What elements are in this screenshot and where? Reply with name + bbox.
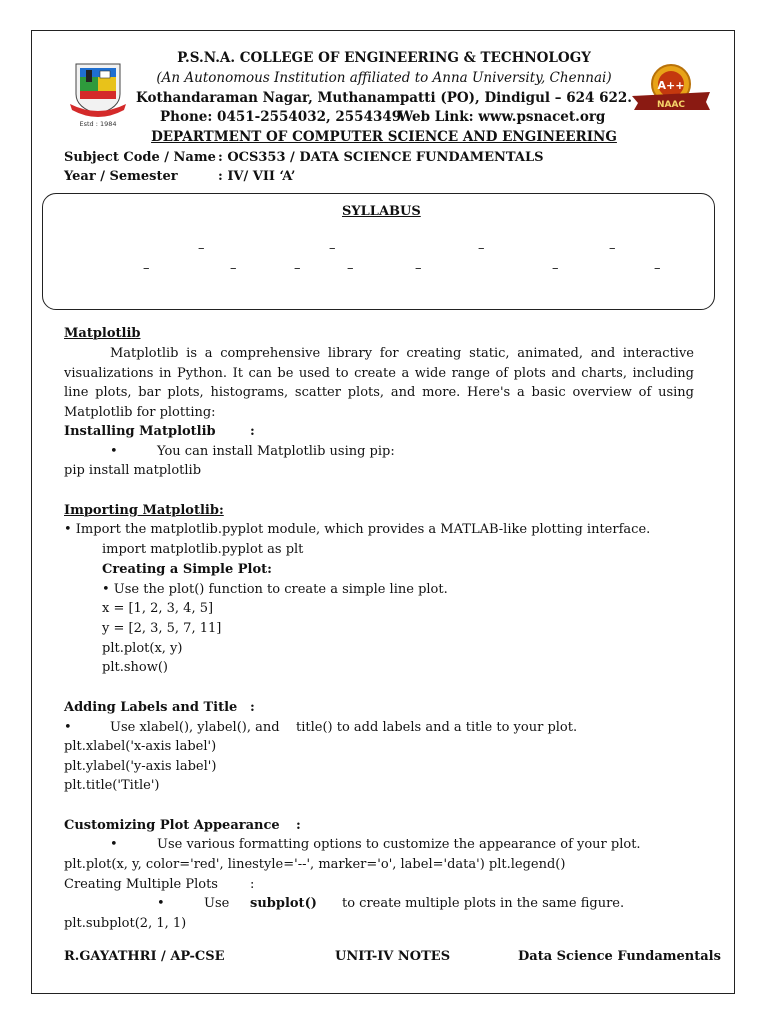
code-line-xlabel: plt.xlabel('x-axis label')	[64, 739, 217, 754]
footer-unit: UNIT-IV NOTES	[335, 949, 451, 964]
code-line-title: plt.title('Title')	[64, 778, 160, 793]
footer-course: Data Science Fundamentals	[518, 949, 721, 964]
code-line-plot: plt.plot(x, y)	[102, 641, 183, 656]
college-affiliation: (An Autonomous Institution affiliated to Anna University, Chennai)	[156, 70, 612, 86]
importing-heading: Importing Matplotlib:	[64, 503, 224, 518]
bullet-icon: •	[110, 444, 118, 459]
naac-text: NAAC	[656, 100, 686, 110]
multiple-plots-colon: :	[250, 877, 255, 892]
bullet-icon: •	[157, 896, 165, 911]
syllabus-title: SYLLABUS	[342, 204, 421, 219]
syllabus-dash: –	[347, 261, 354, 276]
year-value: : IV/ VII ‘A’	[218, 169, 296, 184]
bullet-icon: •	[64, 720, 72, 735]
footer-author: R.GAYATHRI / AP-CSE	[64, 949, 225, 964]
college-address: Kothandaraman Nagar, Muthanampatti (PO), Dindigul – 624 622.	[136, 90, 632, 106]
code-line-x: x = [1, 2, 3, 4, 5]	[102, 601, 214, 616]
naac-grade-text: A++	[657, 79, 685, 92]
code-line-ylabel: plt.ylabel('y-axis label')	[64, 759, 217, 774]
multiple-rest-text: to create multiple plots in the same figure.	[342, 896, 625, 911]
labels-colon: :	[250, 700, 255, 715]
customizing-colon: :	[296, 818, 301, 833]
syllabus-dash: –	[294, 261, 301, 276]
subject-code-label: Subject Code / Name	[64, 150, 216, 165]
syllabus-dash: –	[198, 241, 205, 256]
simple-plot-heading: Creating a Simple Plot:	[102, 562, 272, 577]
install-command: pip install matplotlib	[64, 463, 202, 478]
subject-code-value: : OCS353 / DATA SCIENCE FUNDAMENTALS	[218, 150, 544, 165]
code-line-subplot: plt.subplot(2, 1, 1)	[64, 916, 187, 931]
department-title: DEPARTMENT OF COMPUTER SCIENCE AND ENGINEERING	[151, 129, 617, 145]
code-line-custom: plt.plot(x, y, color='red', linestyle='--', marker='o', label='data') plt.legend()	[64, 857, 566, 872]
syllabus-dash: –	[478, 241, 485, 256]
labels-text-a: Use xlabel(), ylabel(), and	[110, 720, 280, 735]
install-text: You can install Matplotlib using pip:	[157, 444, 395, 459]
import-code: import matplotlib.pyplot as plt	[102, 542, 304, 557]
customizing-heading: Customizing Plot Appearance	[64, 818, 280, 833]
intro-paragraph: Matplotlib is a comprehensive library for creating static, animated, and interactive visualizations in Python. It can be used to create a wide range of plots and charts, including line plots, bar plots, histograms, scatter plots, and more. Here's a basic overview of using Matplotlib for plotting:	[64, 346, 694, 421]
syllabus-dash: –	[230, 261, 237, 276]
import-text: • Import the matplotlib.pyplot module, which provides a MATLAB-like plotting interface.	[64, 522, 651, 537]
syllabus-dash: –	[654, 261, 661, 276]
syllabus-dash: –	[552, 261, 559, 276]
code-line-y: y = [2, 3, 5, 7, 11]	[102, 621, 222, 636]
code-line-show: plt.show()	[102, 660, 168, 675]
labels-text-b: title() to add labels and a title to your plot.	[296, 720, 578, 735]
bullet-icon: •	[110, 837, 118, 852]
syllabus-dash: –	[329, 241, 336, 256]
multiple-use-text: Use	[204, 896, 230, 911]
installing-colon: :	[250, 424, 255, 439]
logo-estd-text: Estd : 1984	[79, 120, 117, 128]
year-label: Year / Semester	[64, 169, 178, 184]
installing-heading: Installing Matplotlib	[64, 424, 216, 439]
syllabus-dash: –	[609, 241, 616, 256]
college-web: Web Link: www.psnacet.org	[398, 109, 606, 125]
syllabus-dash: –	[415, 261, 422, 276]
syllabus-dash: –	[143, 261, 150, 276]
matplotlib-heading: Matplotlib	[64, 326, 141, 341]
labels-heading: Adding Labels and Title	[64, 700, 238, 715]
simple-plot-text: • Use the plot() function to create a simple line plot.	[102, 582, 448, 597]
college-name: P.S.N.A. COLLEGE OF ENGINEERING & TECHNOLOGY	[177, 50, 591, 66]
college-phone: Phone: 0451-2554032, 2554349	[160, 109, 402, 125]
customizing-text: Use various formatting options to customize the appearance of your plot.	[157, 837, 641, 852]
subplot-function: subplot()	[250, 896, 317, 911]
multiple-plots-heading: Creating Multiple Plots	[64, 877, 218, 892]
